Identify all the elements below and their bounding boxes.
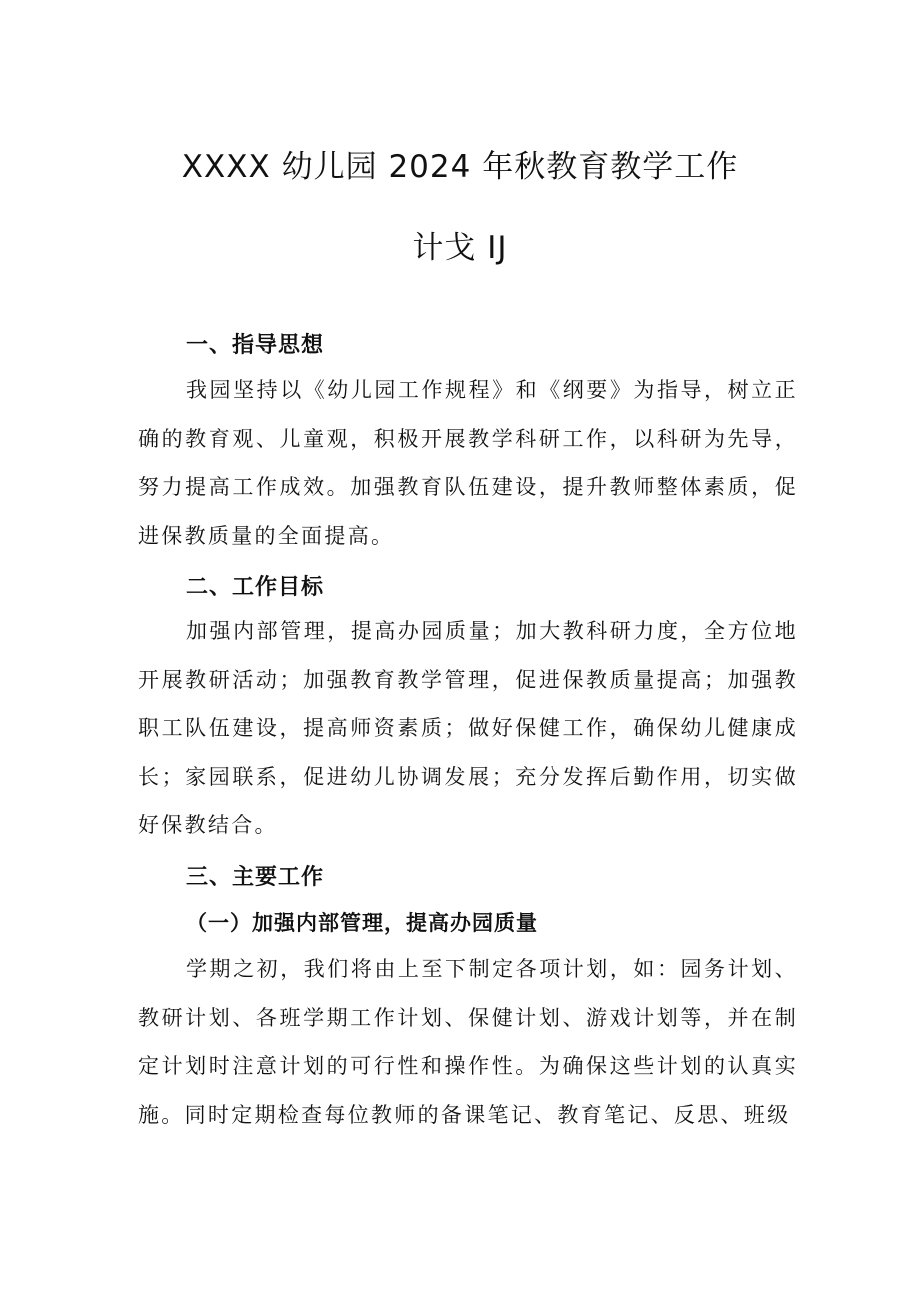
section-heading-main-work: 三、主要工作 (186, 865, 325, 890)
section-paragraph-work-goals: 加强内部管理，提高办园质量；加大教科研力度，全方位地开展教研活动；加强教育教学管理，促进保教质量提高；加强教职工队伍建设，提高师资素质；做好保健工作，确保幼儿健康成长；家园联系，促进幼儿协调发展；充分发挥后勤作用，切实做好保教结合。 (138, 619, 798, 837)
section-paragraph-internal-management: 学期之初，我们将由上至下制定各项计划，如：园务计划、教研计划、各班学期工作计划、保健计划、游戏计划等，并在制定计划时注意计划的可行性和操作性。为确保这些计划的认真实施。同时定期检查每位教师的备课笔记、教育笔记、反思、班级 (138, 957, 798, 1127)
subsection-heading-internal-management: （一）加强内部管理，提高办园质量 (186, 910, 538, 935)
document-title-line-2: 计戈 IJ (412, 230, 508, 266)
section-heading-work-goals: 二、工作目标 (186, 575, 325, 600)
document-title-line-1: XXXX 幼儿园 2024 年秋教育教学工作 (181, 149, 739, 185)
section-heading-guiding-ideology: 一、指导思想 (186, 333, 325, 358)
section-paragraph-guiding-ideology: 我园坚持以《幼儿园工作规程》和《纲要》为指导，树立正确的教育观、儿童观，积极开展教学科研工作，以科研为先导，努力提高工作成效。加强教育队伍建设，提升教师整体素质，促进保教质量的全面提高。 (138, 378, 798, 548)
